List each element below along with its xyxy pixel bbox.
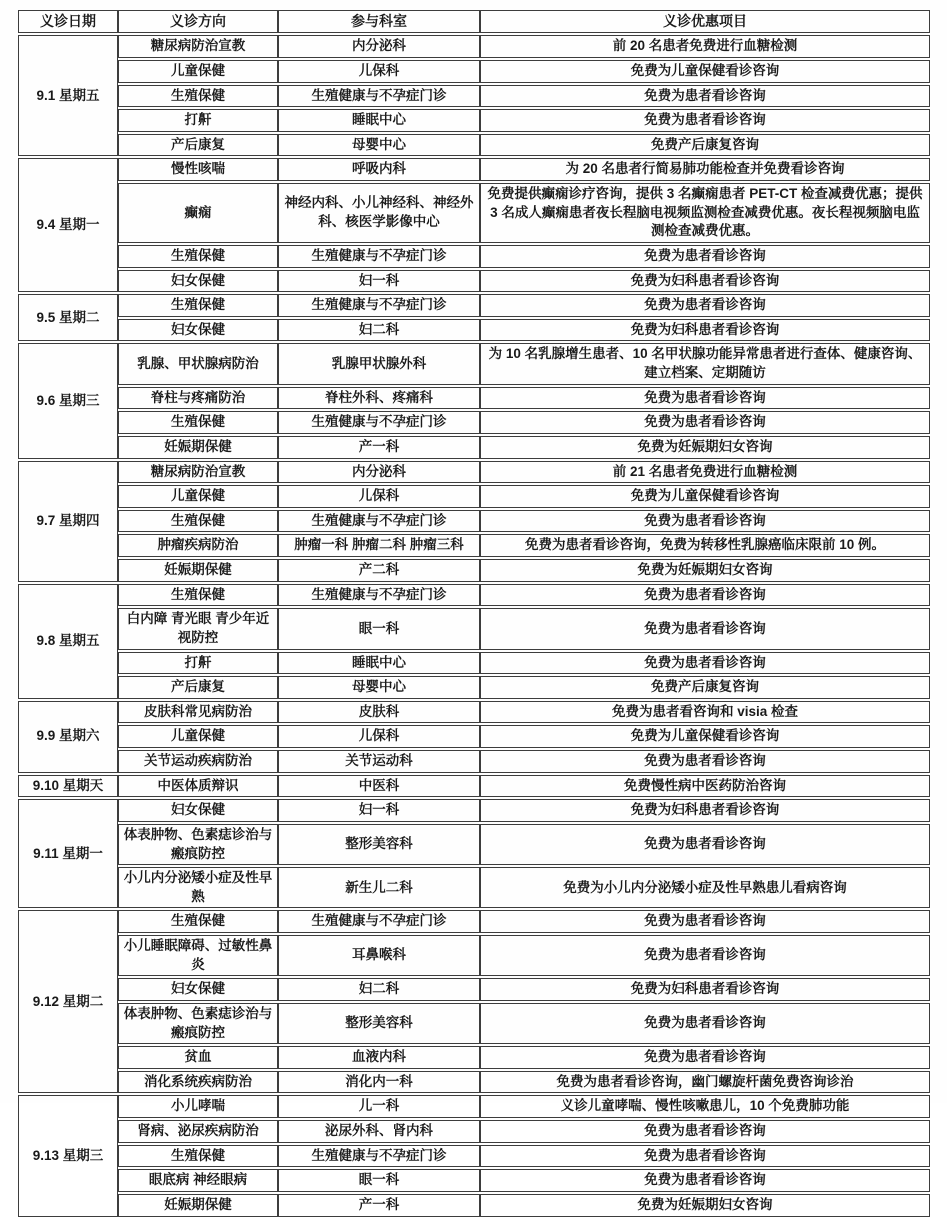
department-cell: 妇二科	[278, 319, 480, 342]
date-cell: 9.10 星期天	[18, 775, 118, 798]
department-cell: 眼一科	[278, 608, 480, 649]
direction-cell: 贫血	[118, 1046, 278, 1069]
table-row	[18, 343, 930, 384]
date-cell: 9.8 星期五	[18, 584, 118, 699]
benefit-cell: 免费为儿童保健看诊咨询	[480, 725, 930, 748]
benefit-cell: 前 20 名患者免费进行血糖检测	[480, 35, 930, 58]
department-cell: 消化内一科	[278, 1071, 480, 1094]
table-row	[18, 485, 930, 508]
department-cell: 内分泌科	[278, 461, 480, 484]
table-row	[18, 35, 930, 58]
column-header-direction: 义诊方向	[118, 10, 278, 33]
department-cell: 儿保科	[278, 485, 480, 508]
department-cell: 睡眠中心	[278, 652, 480, 675]
benefit-cell: 免费为妊娠期妇女咨询	[480, 559, 930, 582]
benefit-cell: 免费为患者看诊咨询	[480, 652, 930, 675]
direction-cell: 肾病、泌尿疾病防治	[118, 1120, 278, 1143]
benefit-cell: 免费为小儿内分泌矮小症及性早熟患儿看病咨询	[480, 867, 930, 908]
benefit-cell: 免费为患者看诊咨询	[480, 1145, 930, 1168]
header-row	[18, 10, 930, 33]
table-row	[18, 319, 930, 342]
benefit-cell: 免费为患者看诊咨询	[480, 294, 930, 317]
department-cell: 关节运动科	[278, 750, 480, 773]
benefit-cell: 免费为患者看咨询和 visia 检查	[480, 701, 930, 724]
benefit-cell: 免费为儿童保健看诊咨询	[480, 60, 930, 83]
department-cell: 生殖健康与不孕症门诊	[278, 411, 480, 434]
table-row	[18, 701, 930, 724]
benefit-cell: 免费为患者看诊咨询	[480, 1046, 930, 1069]
direction-cell: 妊娠期保健	[118, 1194, 278, 1217]
department-cell: 妇二科	[278, 978, 480, 1001]
department-cell: 神经内科、小儿神经科、神经外科、核医学影像中心	[278, 183, 480, 243]
direction-cell: 脊柱与疼痛防治	[118, 387, 278, 410]
benefit-cell: 为 10 名乳腺增生患者、10 名甲状腺功能异常患者进行查体、健康咨询、建立档案、定期随访	[480, 343, 930, 384]
table-row	[18, 1071, 930, 1094]
table-row	[18, 411, 930, 434]
benefit-cell: 免费为患者看诊咨询	[480, 109, 930, 132]
department-cell: 耳鼻喉科	[278, 935, 480, 976]
benefit-cell: 免费为患者看诊咨询	[480, 387, 930, 410]
department-cell: 整形美容科	[278, 824, 480, 865]
department-cell: 产二科	[278, 559, 480, 582]
table-row	[18, 1120, 930, 1143]
table-row	[18, 1003, 930, 1044]
benefit-cell: 免费为患者看诊咨询	[480, 824, 930, 865]
table-row	[18, 387, 930, 410]
table-row	[18, 584, 930, 607]
department-cell: 乳腺甲状腺外科	[278, 343, 480, 384]
benefit-cell: 免费为妊娠期妇女咨询	[480, 1194, 930, 1217]
department-cell: 血液内科	[278, 1046, 480, 1069]
table-row	[18, 245, 930, 268]
direction-cell: 儿童保健	[118, 60, 278, 83]
benefit-cell: 免费产后康复咨询	[480, 676, 930, 699]
table-row	[18, 294, 930, 317]
direction-cell: 儿童保健	[118, 725, 278, 748]
direction-cell: 产后康复	[118, 676, 278, 699]
date-cell: 9.1 星期五	[18, 35, 118, 156]
date-cell: 9.11 星期一	[18, 799, 118, 908]
direction-cell: 生殖保健	[118, 584, 278, 607]
direction-cell: 妊娠期保健	[118, 559, 278, 582]
column-header-department: 参与科室	[278, 10, 480, 33]
direction-cell: 小儿内分泌矮小症及性早熟	[118, 867, 278, 908]
table-row	[18, 608, 930, 649]
direction-cell: 妊娠期保健	[118, 436, 278, 459]
benefit-cell: 免费为患者看诊咨询	[480, 85, 930, 108]
table-row	[18, 85, 930, 108]
date-cell: 9.7 星期四	[18, 461, 118, 582]
department-cell: 儿保科	[278, 725, 480, 748]
table-row	[18, 910, 930, 933]
table-row	[18, 824, 930, 865]
date-cell: 9.5 星期二	[18, 294, 118, 341]
direction-cell: 小儿睡眠障碍、过敏性鼻炎	[118, 935, 278, 976]
benefit-cell: 免费为妊娠期妇女咨询	[480, 436, 930, 459]
department-cell: 内分泌科	[278, 35, 480, 58]
table-row	[18, 1046, 930, 1069]
direction-cell: 体表肿物、色素痣诊治与瘢痕防控	[118, 1003, 278, 1044]
column-header-date: 义诊日期	[18, 10, 118, 33]
benefit-cell: 免费为患者看诊咨询，幽门螺旋杆菌免费咨询诊治	[480, 1071, 930, 1094]
department-cell: 产一科	[278, 436, 480, 459]
benefit-cell: 免费为患者看诊咨询	[480, 584, 930, 607]
benefit-cell: 免费产后康复咨询	[480, 134, 930, 157]
department-cell: 肿瘤一科 肿瘤二科 肿瘤三科	[278, 534, 480, 557]
benefit-cell: 免费为妇科患者看诊咨询	[480, 319, 930, 342]
direction-cell: 打鼾	[118, 109, 278, 132]
table-row	[18, 461, 930, 484]
table-row	[18, 867, 930, 908]
date-cell: 9.13 星期三	[18, 1095, 118, 1216]
department-cell: 整形美容科	[278, 1003, 480, 1044]
department-cell: 生殖健康与不孕症门诊	[278, 245, 480, 268]
direction-cell: 关节运动疾病防治	[118, 750, 278, 773]
direction-cell: 妇女保健	[118, 799, 278, 822]
benefit-cell: 免费为患者看诊咨询	[480, 510, 930, 533]
department-cell: 母婴中心	[278, 676, 480, 699]
direction-cell: 生殖保健	[118, 294, 278, 317]
table-row	[18, 436, 930, 459]
table-row	[18, 799, 930, 822]
department-cell: 生殖健康与不孕症门诊	[278, 1145, 480, 1168]
table-row	[18, 1145, 930, 1168]
direction-cell: 眼底病 神经眼病	[118, 1169, 278, 1192]
benefit-cell: 前 21 名患者免费进行血糖检测	[480, 461, 930, 484]
benefit-cell: 免费为妇科患者看诊咨询	[480, 270, 930, 293]
department-cell: 母婴中心	[278, 134, 480, 157]
direction-cell: 皮肤科常见病防治	[118, 701, 278, 724]
benefit-cell: 免费为妇科患者看诊咨询	[480, 799, 930, 822]
benefit-cell: 免费为患者看诊咨询	[480, 910, 930, 933]
direction-cell: 生殖保健	[118, 411, 278, 434]
direction-cell: 妇女保健	[118, 270, 278, 293]
table-row	[18, 978, 930, 1001]
benefit-cell: 免费为患者看诊咨询，免费为转移性乳腺癌临床限前 10 例。	[480, 534, 930, 557]
date-cell: 9.12 星期二	[18, 910, 118, 1093]
benefit-cell: 免费为患者看诊咨询	[480, 1120, 930, 1143]
department-cell: 皮肤科	[278, 701, 480, 724]
date-cell: 9.4 星期一	[18, 158, 118, 292]
direction-cell: 打鼾	[118, 652, 278, 675]
department-cell: 生殖健康与不孕症门诊	[278, 584, 480, 607]
table-row	[18, 183, 930, 243]
benefit-cell: 免费为患者看诊咨询	[480, 245, 930, 268]
benefit-cell: 免费为患者看诊咨询	[480, 608, 930, 649]
direction-cell: 生殖保健	[118, 1145, 278, 1168]
department-cell: 脊柱外科、疼痛科	[278, 387, 480, 410]
benefit-cell: 免费慢性病中医药防治咨询	[480, 775, 930, 798]
benefit-cell: 免费为患者看诊咨询	[480, 411, 930, 434]
table-row	[18, 109, 930, 132]
department-cell: 儿一科	[278, 1095, 480, 1118]
department-cell: 生殖健康与不孕症门诊	[278, 510, 480, 533]
direction-cell: 慢性咳喘	[118, 158, 278, 181]
table-row	[18, 1095, 930, 1118]
schedule-body	[18, 35, 930, 1216]
table-row	[18, 559, 930, 582]
department-cell: 妇一科	[278, 799, 480, 822]
direction-cell: 乳腺、甲状腺病防治	[118, 343, 278, 384]
table-row	[18, 652, 930, 675]
table-row	[18, 534, 930, 557]
direction-cell: 肿瘤疾病防治	[118, 534, 278, 557]
date-cell: 9.6 星期三	[18, 343, 118, 458]
direction-cell: 体表肿物、色素痣诊治与瘢痕防控	[118, 824, 278, 865]
table-row	[18, 158, 930, 181]
direction-cell: 消化系统疾病防治	[118, 1071, 278, 1094]
department-cell: 眼一科	[278, 1169, 480, 1192]
direction-cell: 癫痫	[118, 183, 278, 243]
direction-cell: 中医体质辩识	[118, 775, 278, 798]
direction-cell: 产后康复	[118, 134, 278, 157]
direction-cell: 妇女保健	[118, 978, 278, 1001]
table-row	[18, 134, 930, 157]
benefit-cell: 免费为患者看诊咨询	[480, 750, 930, 773]
clinic-schedule-table	[18, 8, 930, 1219]
direction-cell: 生殖保健	[118, 510, 278, 533]
direction-cell: 生殖保健	[118, 910, 278, 933]
table-row	[18, 60, 930, 83]
direction-cell: 糖尿病防治宣教	[118, 35, 278, 58]
department-cell: 新生儿二科	[278, 867, 480, 908]
table-row	[18, 676, 930, 699]
benefit-cell: 免费为儿童保健看诊咨询	[480, 485, 930, 508]
department-cell: 妇一科	[278, 270, 480, 293]
table-row	[18, 1194, 930, 1217]
table-row	[18, 750, 930, 773]
table-row	[18, 1169, 930, 1192]
department-cell: 产一科	[278, 1194, 480, 1217]
benefit-cell: 免费为患者看诊咨询	[480, 1169, 930, 1192]
benefit-cell: 免费为妇科患者看诊咨询	[480, 978, 930, 1001]
benefit-cell: 为 20 名患者行简易肺功能检查并免费看诊咨询	[480, 158, 930, 181]
department-cell: 生殖健康与不孕症门诊	[278, 294, 480, 317]
department-cell: 呼吸内科	[278, 158, 480, 181]
department-cell: 中医科	[278, 775, 480, 798]
direction-cell: 小儿哮喘	[118, 1095, 278, 1118]
department-cell: 睡眠中心	[278, 109, 480, 132]
table-row	[18, 935, 930, 976]
direction-cell: 儿童保健	[118, 485, 278, 508]
table-row	[18, 725, 930, 748]
table-row	[18, 510, 930, 533]
benefit-cell: 义诊儿童哮喘、慢性咳嗽患儿，10 个免费肺功能	[480, 1095, 930, 1118]
column-header-benefit: 义诊优惠项目	[480, 10, 930, 33]
department-cell: 泌尿外科、肾内科	[278, 1120, 480, 1143]
benefit-cell: 免费为患者看诊咨询	[480, 935, 930, 976]
direction-cell: 白内障 青光眼 青少年近视防控	[118, 608, 278, 649]
department-cell: 生殖健康与不孕症门诊	[278, 85, 480, 108]
benefit-cell: 免费提供癫痫诊疗咨询，提供 3 名癫痫患者 PET-CT 检查减费优惠；提供 3 名成人癫痫患者夜长程脑电视频监测检查减费优惠。夜长程视频脑电监测检查减费优惠。	[480, 183, 930, 243]
direction-cell: 生殖保健	[118, 85, 278, 108]
department-cell: 儿保科	[278, 60, 480, 83]
direction-cell: 妇女保健	[118, 319, 278, 342]
date-cell: 9.9 星期六	[18, 701, 118, 773]
table-row	[18, 775, 930, 798]
department-cell: 生殖健康与不孕症门诊	[278, 910, 480, 933]
table-row	[18, 270, 930, 293]
direction-cell: 糖尿病防治宣教	[118, 461, 278, 484]
benefit-cell: 免费为患者看诊咨询	[480, 1003, 930, 1044]
direction-cell: 生殖保健	[118, 245, 278, 268]
